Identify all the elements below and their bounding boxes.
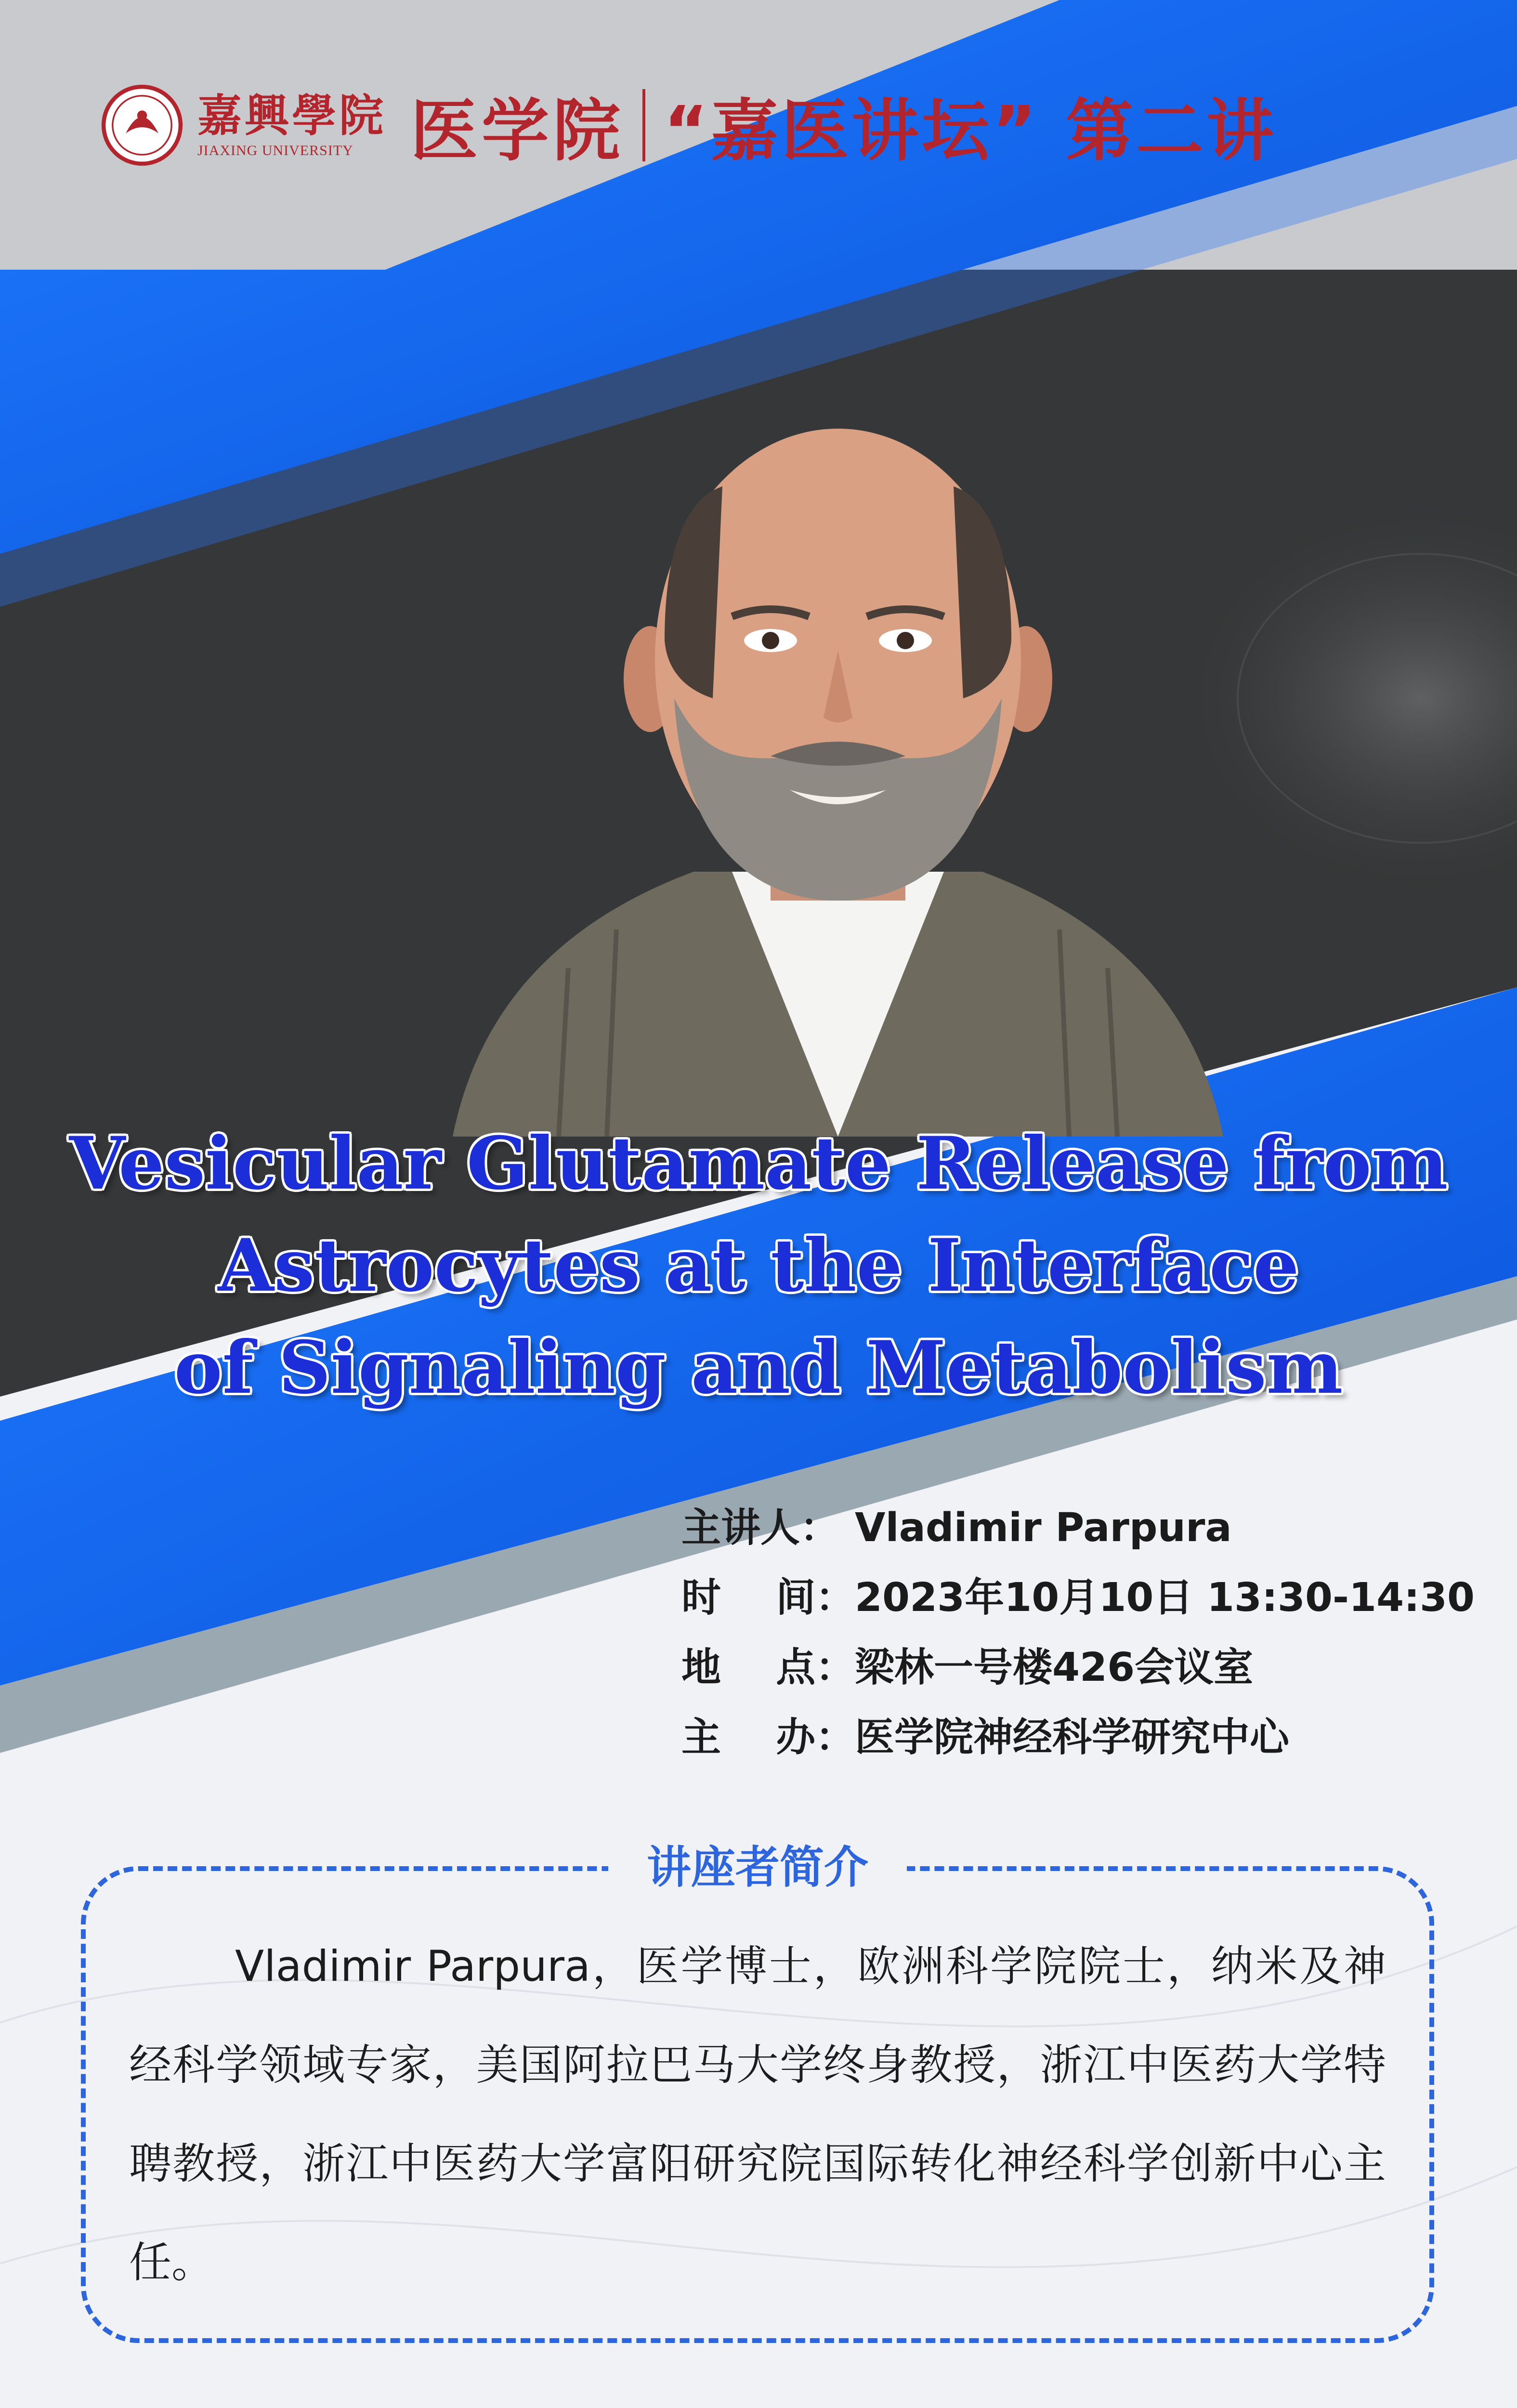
header-divider bbox=[642, 89, 645, 161]
university-name-en: JIAXING UNIVERSITY bbox=[197, 143, 353, 158]
info-label: 时 间： bbox=[681, 1575, 855, 1621]
info-value: Vladimir Parpura bbox=[855, 1505, 1232, 1551]
title-line-1: Vesicular Glutamate Release from bbox=[69, 1121, 1448, 1206]
college-name: 医学院 bbox=[410, 92, 625, 170]
info-value: 医学院神经科学研究中心 bbox=[855, 1714, 1290, 1760]
info-value: 梁林一号楼426会议室 bbox=[855, 1645, 1254, 1690]
speaker-portrait bbox=[424, 390, 1252, 1137]
header bbox=[101, 77, 1277, 173]
university-seal-icon bbox=[101, 84, 183, 166]
speaker-bio-paragraph: Vladimir Parpura，医学博士，欧洲科学院院士，纳米及神经科学领域专家，美国阿拉巴马大学终身教授，浙江中医药大学特聘教授，浙江中医药大学富阳研究院国际转化神经科学创新中心主任。 bbox=[129, 1941, 1386, 2287]
title-line-3: of Signaling and Metabolism bbox=[174, 1325, 1343, 1410]
info-label: 主讲人： bbox=[681, 1505, 840, 1551]
speaker-bio-heading-text: 讲座者简介 bbox=[608, 1841, 907, 1894]
info-label: 地 点： bbox=[681, 1645, 855, 1690]
lecture-series: “嘉医讲坛” 第二讲 bbox=[664, 92, 1277, 170]
lecture-info bbox=[681, 1493, 1475, 1772]
speaker-bio-text bbox=[129, 1917, 1386, 2312]
title-line-2: Astrocytes at the Interface bbox=[218, 1223, 1299, 1308]
university-name-cn: 嘉興學院 bbox=[197, 90, 387, 142]
info-label: 主 办： bbox=[681, 1714, 855, 1760]
info-value: 2023年10月10日 13:30-14:30 bbox=[855, 1575, 1475, 1621]
info-location bbox=[681, 1633, 1475, 1702]
info-time bbox=[681, 1563, 1475, 1633]
speaker-bio-heading bbox=[86, 1841, 1429, 1894]
lecture-title bbox=[0, 1112, 1517, 1419]
university-logo-text bbox=[197, 92, 386, 159]
speaker-bio-box bbox=[81, 1842, 1434, 2343]
info-host bbox=[681, 1702, 1475, 1772]
info-speaker bbox=[681, 1493, 1475, 1563]
